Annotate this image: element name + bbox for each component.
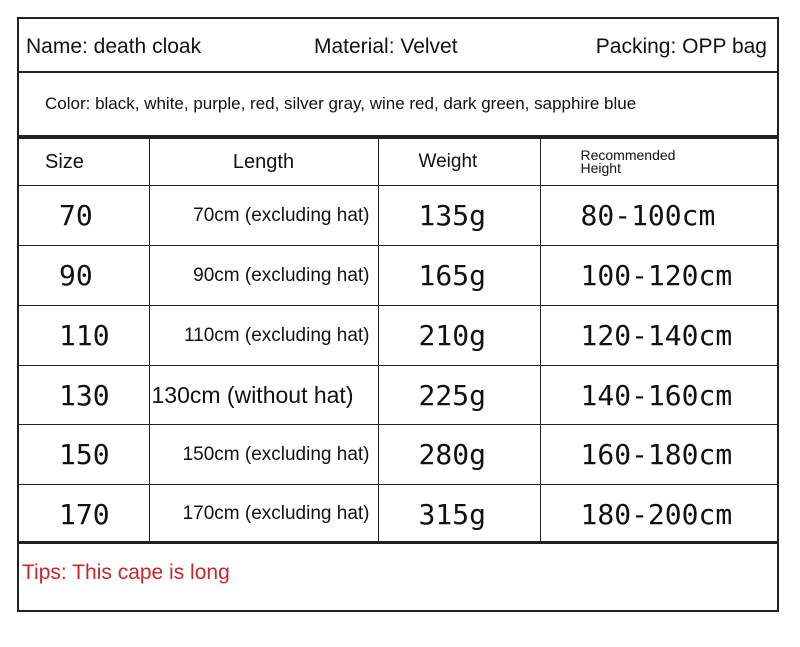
cell-size: 150 bbox=[19, 425, 149, 485]
cell-weight: 210g bbox=[378, 306, 540, 366]
cell-height: 180-200cm bbox=[540, 485, 777, 544]
cell-weight: 165g bbox=[378, 246, 540, 306]
tips-row bbox=[19, 541, 777, 610]
cell-length: 110cm (excluding hat) bbox=[149, 306, 378, 366]
product-material: Material: Velvet bbox=[314, 35, 458, 58]
cell-length: 150cm (excluding hat) bbox=[149, 425, 378, 485]
tips-text: Tips: This cape is long bbox=[22, 561, 230, 584]
cell-length: 70cm (excluding hat) bbox=[149, 186, 378, 246]
table-row bbox=[19, 425, 777, 485]
header-size: Size bbox=[19, 138, 149, 186]
header-recommended-height bbox=[540, 138, 777, 186]
cell-height: 100-120cm bbox=[540, 246, 777, 306]
cell-size: 110 bbox=[19, 306, 149, 366]
cell-height: 140-160cm bbox=[540, 366, 777, 425]
cell-size: 90 bbox=[19, 246, 149, 306]
table-row bbox=[19, 366, 777, 425]
table-row bbox=[19, 485, 777, 544]
cell-height: 160-180cm bbox=[540, 425, 777, 485]
table-row bbox=[19, 246, 777, 306]
size-table bbox=[19, 137, 777, 544]
color-options: Color: black, white, purple, red, silver gray, wine red, dark green, sapphire blue bbox=[45, 94, 637, 113]
cell-length: 90cm (excluding hat) bbox=[149, 246, 378, 306]
table-header-row bbox=[19, 138, 777, 186]
table-row bbox=[19, 306, 777, 366]
product-name: Name: death cloak bbox=[26, 35, 202, 58]
cell-length: 130cm (without hat) bbox=[149, 366, 378, 425]
size-chart-frame bbox=[17, 17, 779, 612]
cell-weight: 225g bbox=[378, 366, 540, 425]
header-weight: Weight bbox=[378, 138, 540, 186]
product-packing: Packing: OPP bag bbox=[595, 35, 767, 58]
header-recommended-line2: Height bbox=[580, 160, 621, 176]
cell-weight: 280g bbox=[378, 425, 540, 485]
cell-length: 170cm (excluding hat) bbox=[149, 485, 378, 544]
header-recommended-line1: Recommended bbox=[580, 147, 676, 163]
product-info-row bbox=[19, 19, 777, 73]
cell-height: 80-100cm bbox=[540, 186, 777, 246]
color-options-row bbox=[19, 73, 777, 137]
cell-height: 120-140cm bbox=[540, 306, 777, 366]
cell-size: 170 bbox=[19, 485, 149, 544]
cell-size: 130 bbox=[19, 366, 149, 425]
header-length: Length bbox=[149, 138, 378, 186]
cell-weight: 135g bbox=[378, 186, 540, 246]
table-row bbox=[19, 186, 777, 246]
cell-size: 70 bbox=[19, 186, 149, 246]
cell-weight: 315g bbox=[378, 485, 540, 544]
